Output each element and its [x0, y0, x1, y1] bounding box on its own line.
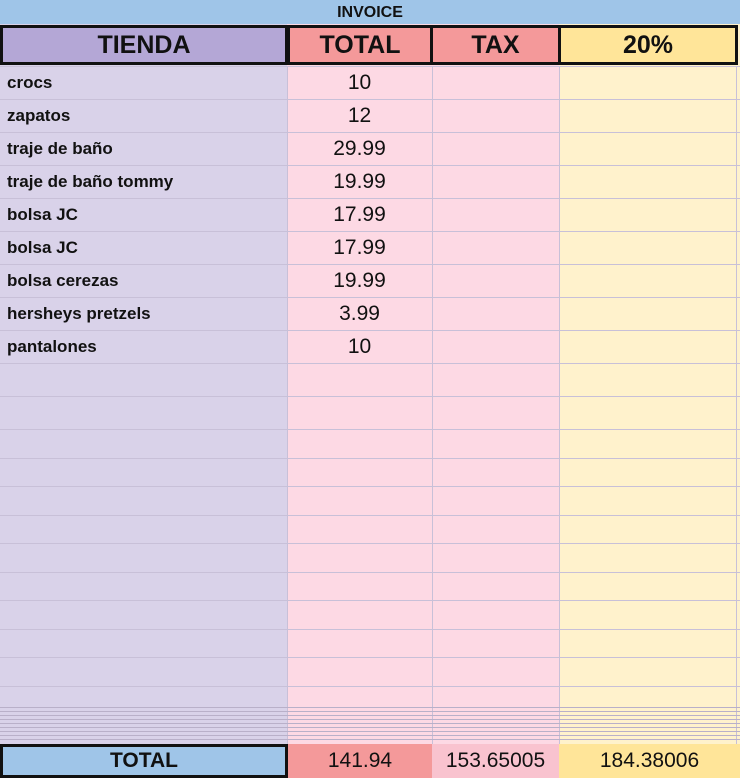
hidden-rows-indicator: [0, 727, 740, 728]
item-name-cell[interactable]: traje de baño: [7, 139, 113, 158]
grid-line: [0, 363, 740, 364]
footer-total-label[interactable]: TOTAL: [0, 744, 288, 778]
item-name-cell[interactable]: bolsa JC: [7, 238, 78, 257]
item-total-cell[interactable]: 10: [347, 71, 372, 94]
item-total-cell[interactable]: 10: [347, 335, 372, 358]
footer-tax-value[interactable]: 153.65005: [432, 744, 559, 778]
item-total-cell[interactable]: 19.99: [333, 269, 386, 292]
footer-percent-value[interactable]: 184.38006: [559, 744, 740, 778]
grid-line: [0, 686, 740, 687]
grid-line: [0, 429, 740, 430]
grid-line: [432, 66, 433, 744]
item-total-cell[interactable]: 3.99: [339, 302, 380, 325]
hidden-rows-indicator: [0, 735, 740, 736]
invoice-title: INVOICE: [0, 0, 740, 24]
item-total-cell[interactable]: 12: [347, 104, 372, 127]
grid-line: [0, 543, 740, 544]
hidden-rows-indicator: [0, 723, 740, 724]
grid-line: [0, 486, 740, 487]
item-name-cell[interactable]: hersheys pretzels: [7, 304, 151, 323]
grid-line: [0, 515, 740, 516]
hidden-rows-indicator: [0, 707, 740, 708]
item-name-cell[interactable]: bolsa cerezas: [7, 271, 119, 290]
invoice-grid: [0, 24, 740, 778]
item-total-cell[interactable]: 29.99: [333, 137, 386, 160]
hidden-rows-indicator: [0, 719, 740, 720]
header-tienda[interactable]: TIENDA: [0, 25, 288, 65]
item-name-cell[interactable]: crocs: [7, 73, 53, 92]
hidden-rows-indicator: [0, 739, 740, 740]
grid-line: [0, 396, 740, 397]
item-name-cell[interactable]: traje de baño tommy: [7, 172, 174, 191]
header-total[interactable]: TOTAL: [287, 25, 433, 65]
grid-line: [559, 66, 560, 744]
item-total-cell[interactable]: 19.99: [333, 170, 386, 193]
item-total-cell[interactable]: 17.99: [333, 203, 386, 226]
grid-line: [736, 66, 737, 744]
item-name-cell[interactable]: zapatos: [7, 106, 71, 125]
header-percent[interactable]: 20%: [558, 25, 738, 65]
grid-line: [0, 458, 740, 459]
grid-line: [0, 629, 740, 630]
item-name-cell[interactable]: bolsa JC: [7, 205, 78, 224]
header-tax[interactable]: TAX: [430, 25, 561, 65]
hidden-rows-indicator: [0, 711, 740, 712]
hidden-rows-indicator: [0, 715, 740, 716]
item-name-cell[interactable]: pantalones: [7, 337, 97, 356]
footer-total-value[interactable]: 141.94: [288, 744, 432, 778]
hidden-rows-indicator: [0, 731, 740, 732]
grid-line: [0, 657, 740, 658]
grid-line: [0, 600, 740, 601]
grid-line: [0, 572, 740, 573]
item-total-cell[interactable]: 17.99: [333, 236, 386, 259]
